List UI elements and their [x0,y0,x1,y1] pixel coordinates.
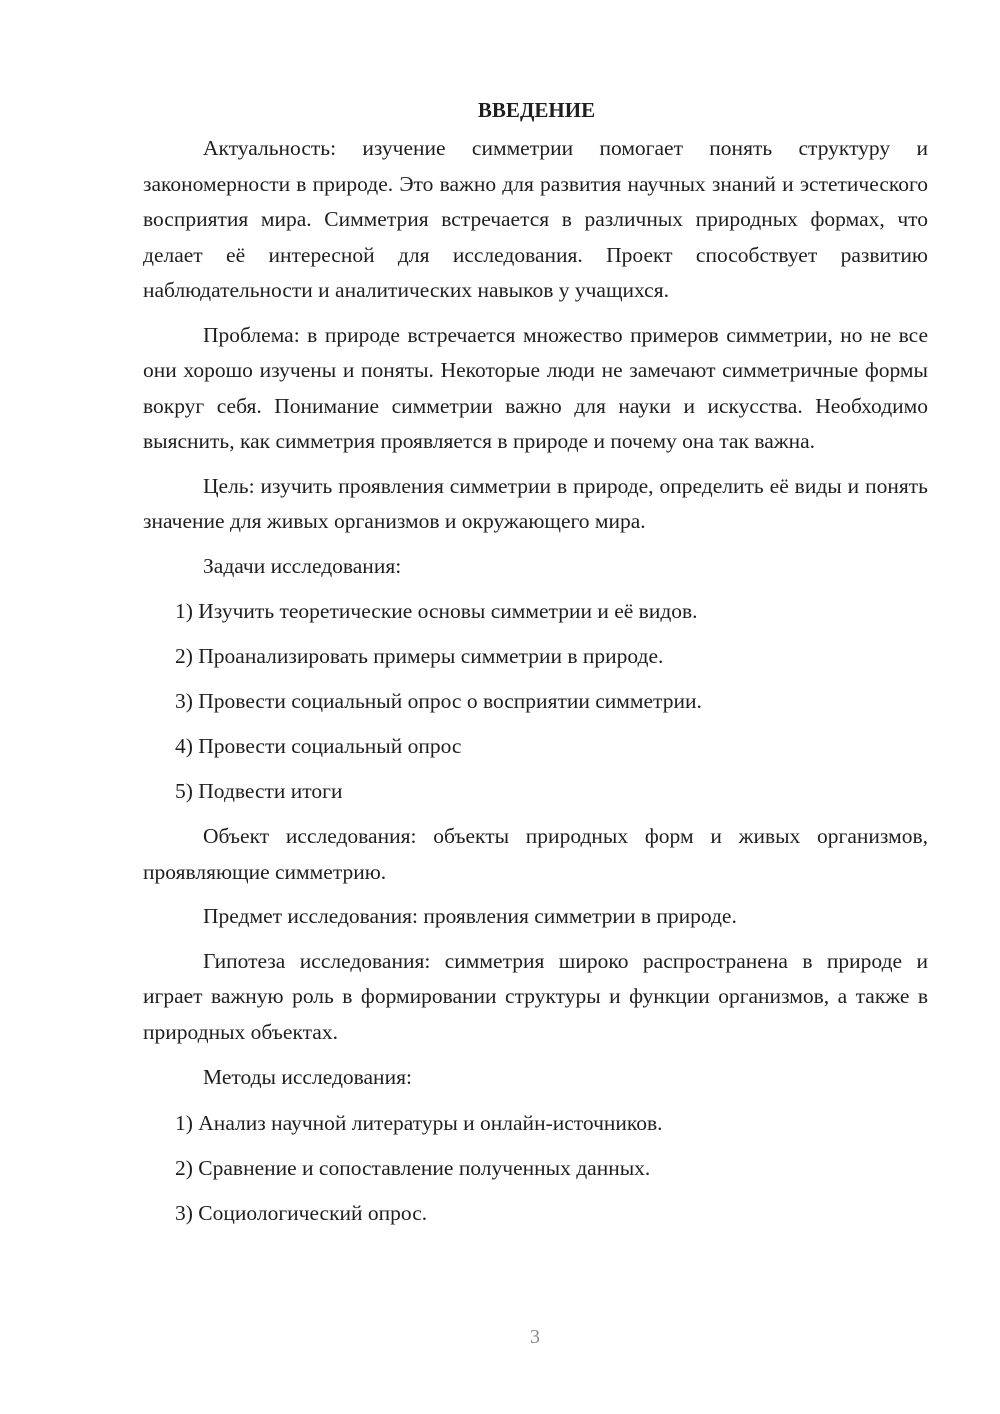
list-item: 4) Провести социальный опрос [175,734,462,758]
list-item: 5) Подвести итоги [175,779,343,803]
list-item: 2) Сравнение и сопоставление полученных данных. [175,1155,651,1180]
list-item: 3) Социологический опрос. [175,1200,428,1225]
list-item: 2) Проанализировать примеры симметрии в природе. [175,644,664,668]
methods-heading: Методы исследования: [203,1065,412,1089]
tasks-list [143,594,928,810]
subject-paragraph: Предмет исследования: проявления симметрии в природе. [203,904,737,928]
hypothesis-paragraph: Гипотеза исследования: симметрия широко распространена в природе и играет важную роль в формировании структуры и функции организмов, а также в природных объектах. [143,948,928,1044]
tasks-heading: Задачи исследования: [203,553,402,578]
page-number: 3 [530,1326,540,1348]
list-item: 3) Провести социальный опрос о восприятии симметрии. [175,689,702,713]
document-page [143,92,928,1241]
list-item: 1) Изучить теоретические основы симметрии и её видов. [175,599,698,623]
relevance-paragraph: Актуальность: изучение симметрии помогает понять структуру и закономерности в природе. Это важно для развития научных знаний и эстетического восприятия мира. Симметрия встречается в различных природных формах, что делает её интересной для исследования. Проект способствует развитию наблюдательности и аналитических навыков у учащихся. [143,136,928,302]
methods-list [143,1106,928,1232]
list-item: 1) Анализ научной литературы и онлайн-источников. [175,1110,663,1135]
object-paragraph: Объект исследования: объекты природных форм и живых организмов, проявляющие симметрию. [143,824,928,884]
section-title: ВВЕДЕНИЕ [477,98,596,122]
goal-paragraph: Цель: изучить проявления симметрии в природе, определить её виды и понять значение для живых организмов и окружающего мира. [143,473,928,533]
problem-paragraph: Проблема: в природе встречается множество примеров симметрии, но не все они хорошо изучены и поняты. Некоторые люди не замечают симметричные формы вокруг себя. Понимание симметрии важно для науки и искусства. Необходимо выяснить, как симметрия проявляется в природе и почему она так важна. [143,322,928,453]
